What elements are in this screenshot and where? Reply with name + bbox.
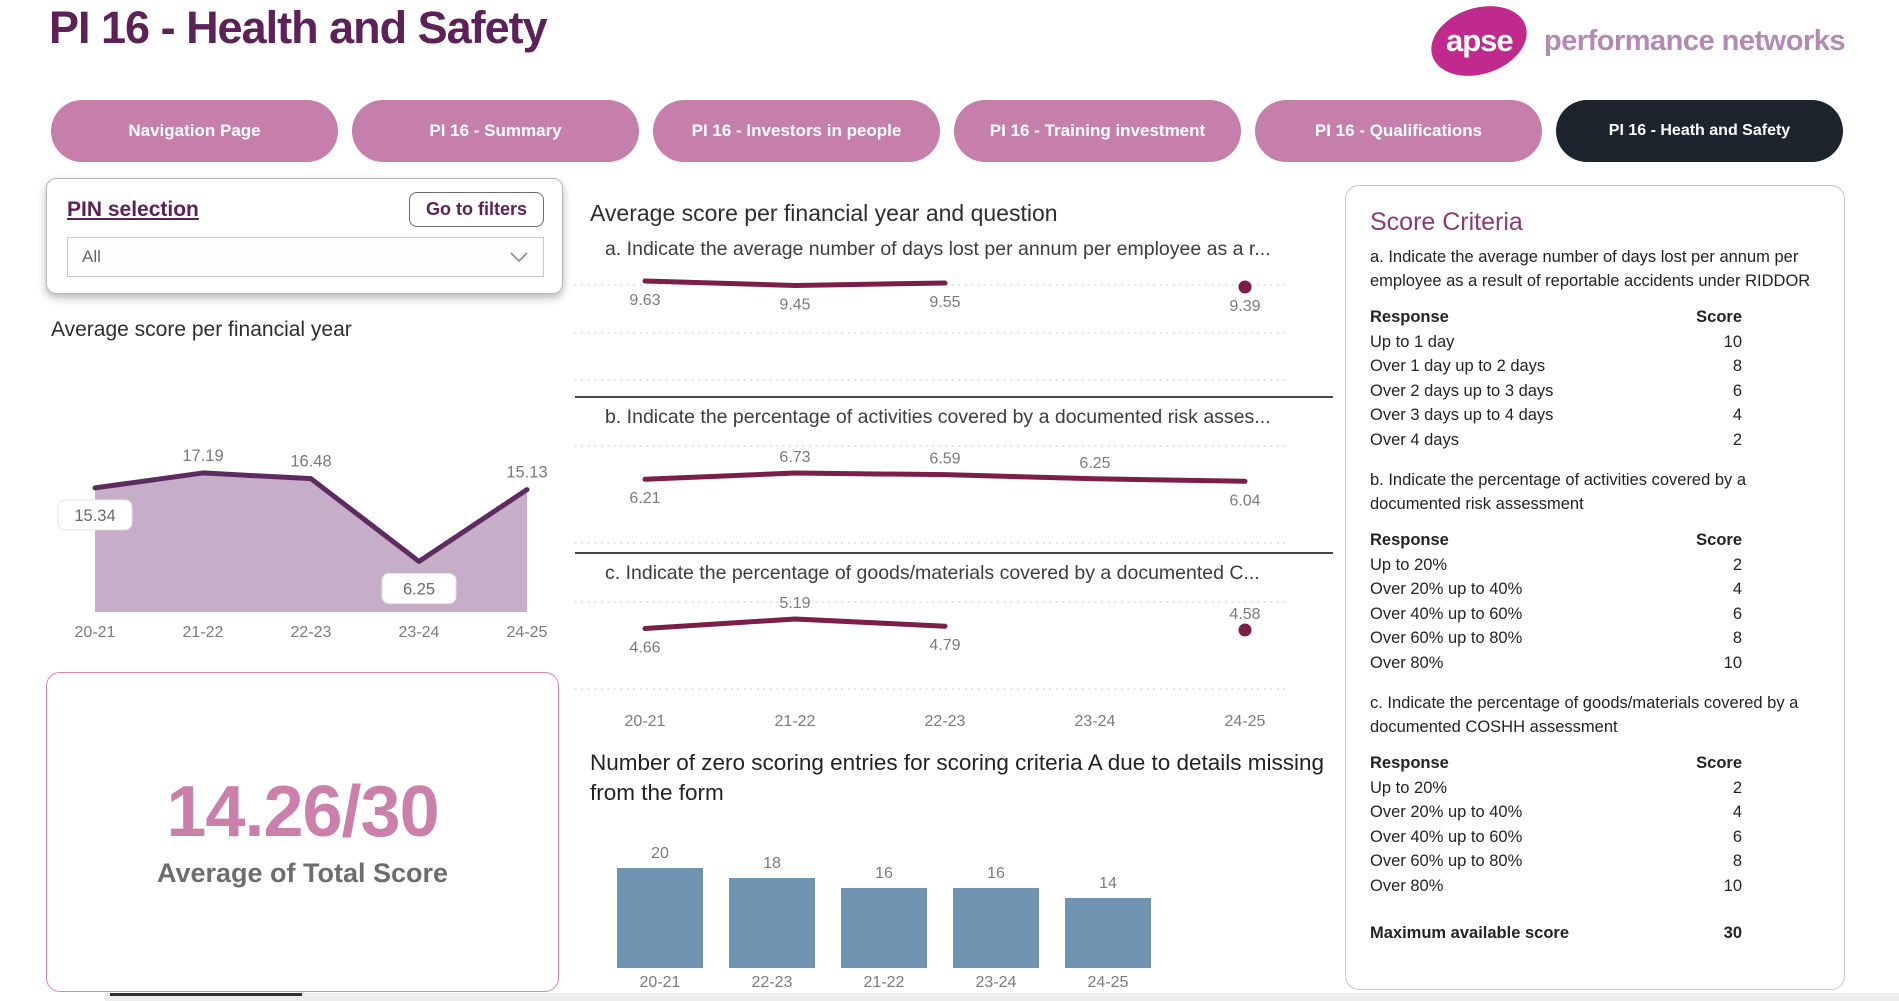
apse-logo-text: apse [1445, 23, 1513, 59]
bar-value-label: 20 [651, 845, 669, 862]
criteria-row [1370, 602, 1742, 627]
response-value: Over 20% up to 40% [1370, 803, 1523, 821]
line-chart-a [575, 238, 1333, 395]
response-value: Over 80% [1370, 876, 1444, 895]
max-score-row [1370, 924, 1742, 943]
trend-line [645, 473, 1245, 481]
criteria-table-header [1370, 305, 1742, 330]
criteria-row [1370, 577, 1742, 602]
data-label: 4.58 [1229, 605, 1261, 623]
axis-label: 21-22 [774, 713, 816, 730]
criteria-row [1370, 651, 1742, 676]
criteria-row [1370, 626, 1742, 651]
axis-label: 24-25 [506, 624, 548, 641]
pin-dropdown-value: All [82, 247, 101, 266]
data-label: 6.04 [1229, 492, 1261, 510]
score-column-header: Score [1696, 531, 1742, 549]
axis-label: 20-21 [624, 713, 666, 730]
score-value: 2 [1732, 555, 1742, 574]
pin-selection-panel [46, 178, 563, 294]
trend-line [645, 281, 945, 286]
apse-logo [1430, 8, 1845, 74]
data-label: 9.45 [779, 296, 811, 314]
bar[interactable] [729, 878, 815, 968]
average-total-score-card [46, 672, 559, 992]
response-value: Up to 1 day [1370, 332, 1455, 351]
axis-label: 20-21 [74, 624, 116, 641]
response-value: Over 60% up to 80% [1370, 629, 1523, 647]
score-column-header: Score [1696, 308, 1742, 326]
axis-label: 22-23 [290, 624, 332, 641]
bar[interactable] [1065, 898, 1151, 968]
data-label: 9.55 [929, 294, 961, 311]
data-label: 15.13 [506, 463, 548, 482]
line-chart-c-title: c. Indicate the percentage of goods/materials covered by a documented C... [605, 562, 1260, 584]
nav-tab-pi-16-investors-in-people[interactable]: PI 16 - Investors in people [653, 100, 940, 162]
bar[interactable] [617, 868, 703, 968]
bar-category-label: 22-23 [751, 974, 793, 991]
bar-group [841, 842, 927, 991]
line-chart-b-svg [575, 433, 1285, 548]
chevron-down-icon[interactable] [509, 251, 529, 263]
score-value: 10 [1723, 876, 1742, 895]
criteria-section [1370, 468, 1820, 675]
score-value: 6 [1732, 827, 1742, 846]
criteria-row [1370, 428, 1742, 453]
small-multiples-panel [575, 200, 1333, 995]
area-chart-title: Average score per financial year [51, 318, 352, 341]
criteria-row [1370, 800, 1742, 825]
criteria-row [1370, 776, 1742, 801]
nav-tab-pi-16-qualifications[interactable]: PI 16 - Qualifications [1255, 100, 1542, 162]
below-fold-gap [0, 993, 105, 1001]
nav-tab-pi-16-heath-and-safety[interactable]: PI 16 - Heath and Safety [1556, 100, 1843, 162]
data-label: 6.21 [629, 490, 661, 508]
criteria-row [1370, 849, 1742, 874]
below-fold-table-border [110, 993, 302, 996]
criteria-table [1370, 305, 1742, 452]
data-label: 6.59 [929, 450, 961, 468]
max-score-label: Maximum available score [1370, 924, 1570, 942]
nav-row [51, 100, 1843, 162]
bar-group [1065, 842, 1151, 991]
nav-tab-pi-16-training-investment[interactable]: PI 16 - Training investment [954, 100, 1241, 162]
score-criteria-heading: Score Criteria [1370, 208, 1523, 236]
bar-category-label: 20-21 [639, 974, 681, 991]
page-title: PI 16 - Health and Safety [49, 2, 547, 53]
pin-panel-header [47, 179, 562, 227]
score-value: 8 [1732, 629, 1742, 647]
criteria-row [1370, 553, 1742, 578]
data-point[interactable] [1239, 623, 1252, 636]
below-fold-table-edge [0, 993, 1899, 1001]
criteria-row [1370, 379, 1742, 404]
criteria-question: c. Indicate the percentage of goods/materials covered by a documented COSHH assessment [1370, 694, 1799, 736]
data-label: 6.25 [402, 580, 436, 599]
line-chart-a-title: a. Indicate the average number of days lost per annum per employee as a r... [605, 238, 1271, 260]
response-column-header: Response [1370, 754, 1449, 772]
bar-value-label: 18 [763, 855, 781, 872]
apse-logo-icon [1422, 0, 1536, 88]
axis-label: 23-24 [398, 624, 440, 641]
line-chart-c-svg [575, 589, 1285, 691]
data-label: 5.19 [779, 595, 811, 612]
criteria-row [1370, 403, 1742, 428]
average-total-score-label: Average of Total Score [156, 857, 449, 888]
response-value: Over 40% up to 60% [1370, 604, 1523, 623]
axis-label: 24-25 [1224, 713, 1266, 730]
pin-dropdown[interactable] [67, 237, 544, 277]
data-label: 9.39 [1229, 298, 1261, 315]
area-chart-svg [46, 440, 561, 650]
score-value: 10 [1723, 653, 1742, 672]
response-value: Over 80% [1370, 653, 1444, 672]
score-criteria-panel [1345, 185, 1845, 990]
nav-tab-navigation-page[interactable]: Navigation Page [51, 100, 338, 162]
data-label: 6.25 [1079, 454, 1111, 472]
nav-tab-pi-16-summary[interactable]: PI 16 - Summary [352, 100, 639, 162]
line-chart-a-svg [575, 265, 1285, 390]
score-column-header: Score [1696, 754, 1742, 772]
data-label: 4.79 [929, 637, 961, 655]
data-label: 16.48 [290, 452, 332, 471]
axis-label: 21-22 [182, 624, 224, 641]
data-label: 17.19 [182, 446, 224, 465]
response-value: Over 20% up to 40% [1370, 580, 1523, 598]
score-value: 4 [1732, 406, 1742, 424]
bar-value-label: 14 [1099, 875, 1117, 892]
bar-value-label: 16 [875, 865, 893, 882]
bar-group [617, 842, 703, 991]
criteria-question: b. Indicate the percentage of activities covered by a documented risk assessment [1370, 471, 1747, 513]
response-column-header: Response [1370, 308, 1449, 326]
score-value: 8 [1732, 357, 1742, 375]
bar-category-label: 24-25 [1087, 974, 1129, 991]
line-chart-b-title: b. Indicate the percentage of activities covered by a documented risk asses... [605, 406, 1271, 428]
response-value: Over 40% up to 60% [1370, 827, 1523, 846]
score-value: 8 [1732, 852, 1742, 870]
score-value: 6 [1732, 381, 1742, 400]
response-value: Up to 20% [1370, 778, 1448, 797]
score-value: 2 [1732, 430, 1742, 449]
max-score-value: 30 [1723, 924, 1742, 942]
pin-selection-heading: PIN selection [67, 197, 199, 221]
trend-line [645, 619, 945, 629]
response-column-header: Response [1370, 531, 1449, 549]
axis-label: 23-24 [1074, 713, 1116, 730]
criteria-row [1370, 874, 1742, 899]
criteria-section [1370, 245, 1820, 452]
response-value: Over 60% up to 80% [1370, 852, 1523, 870]
bar-chart-title: Number of zero scoring entries for scoring criteria A due to details missing from the form [590, 750, 1325, 805]
axis-label: 22-23 [924, 713, 966, 730]
data-point[interactable] [1239, 281, 1252, 294]
data-label: 15.34 [74, 506, 116, 525]
score-criteria-body [1370, 245, 1820, 943]
bar-value-label: 16 [987, 865, 1005, 882]
response-value: Up to 20% [1370, 555, 1448, 574]
small-multiples-title: Average score per financial year and question [590, 200, 1058, 226]
bar-category-label: 21-22 [863, 974, 905, 991]
average-total-score-value: 14.26/30 [166, 771, 439, 852]
bar-chart [617, 842, 1151, 991]
response-value: Over 3 days up to 4 days [1370, 406, 1554, 424]
bar[interactable] [953, 888, 1039, 968]
criteria-table-header [1370, 528, 1742, 553]
criteria-question: a. Indicate the average number of days lost per annum per employee as a result of reportable accidents under RIDDOR [1370, 248, 1811, 290]
data-label: 6.73 [779, 449, 811, 466]
score-value: 10 [1723, 332, 1742, 351]
response-value: Over 2 days up to 3 days [1370, 381, 1554, 400]
criteria-table [1370, 528, 1742, 675]
response-value: Over 4 days [1370, 430, 1459, 449]
criteria-section [1370, 691, 1820, 898]
score-value: 4 [1732, 580, 1742, 598]
response-value: Over 1 day up to 2 days [1370, 357, 1546, 375]
line-chart-c [575, 552, 1333, 696]
bar-category-label: 23-24 [975, 974, 1017, 991]
logo-tagline: performance networks [1543, 24, 1845, 57]
line-chart-b [575, 396, 1333, 553]
score-value: 6 [1732, 604, 1742, 623]
criteria-row [1370, 825, 1742, 850]
go-to-filters-button[interactable]: Go to filters [409, 192, 544, 227]
bar-group [953, 842, 1039, 991]
data-label: 9.63 [629, 292, 661, 309]
financial-year-axis [575, 708, 1285, 734]
criteria-row [1370, 354, 1742, 379]
area-fill [95, 473, 527, 612]
criteria-row [1370, 330, 1742, 355]
criteria-table-header [1370, 751, 1742, 776]
bar[interactable] [841, 888, 927, 968]
criteria-table [1370, 751, 1742, 898]
bar-group [729, 842, 815, 991]
data-label: 4.66 [629, 639, 661, 657]
score-value: 2 [1732, 778, 1742, 797]
score-value: 4 [1732, 803, 1742, 821]
